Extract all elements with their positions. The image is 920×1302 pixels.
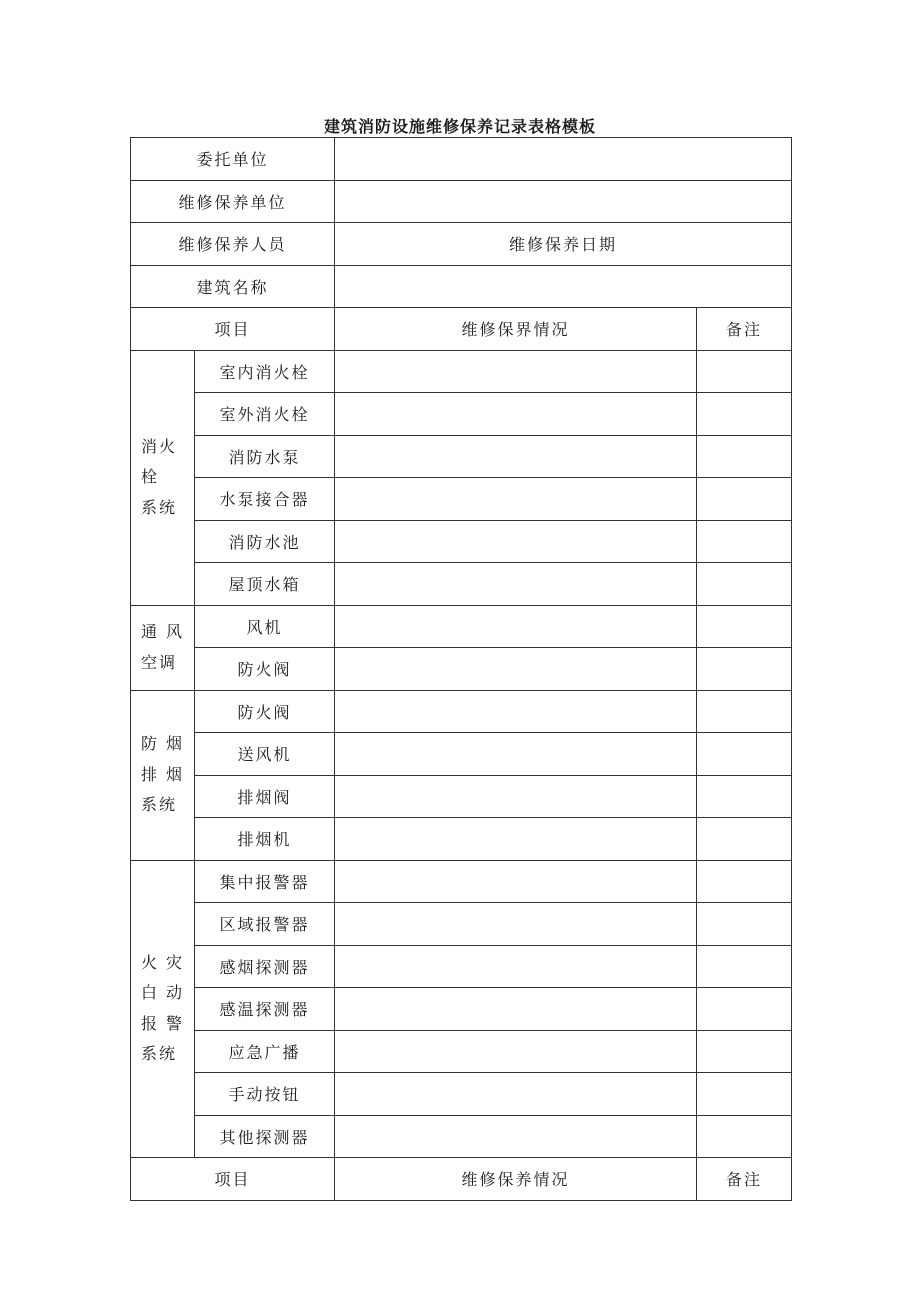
item-label: 应急广播 <box>195 1030 335 1073</box>
footer-item-header: 项目 <box>131 1158 335 1201</box>
status-cell[interactable] <box>335 478 697 521</box>
table-row <box>131 350 792 393</box>
column-status-header: 维修保界情况 <box>335 308 697 351</box>
remark-cell[interactable] <box>697 860 792 903</box>
item-label: 消防水池 <box>195 520 335 563</box>
building-name-label: 建筑名称 <box>131 265 335 308</box>
remark-cell[interactable] <box>697 988 792 1031</box>
remark-cell[interactable] <box>697 818 792 861</box>
status-cell[interactable] <box>335 520 697 563</box>
group-label-smoke: 防 烟 排 烟 系统 <box>131 690 195 860</box>
maintenance-record-table <box>130 137 792 1201</box>
maintenance-unit-label: 维修保养单位 <box>131 180 335 223</box>
group-label-alarm: 火 灾 白 动 报 警 系统 <box>131 860 195 1158</box>
remark-cell[interactable] <box>697 945 792 988</box>
remark-cell[interactable] <box>697 1115 792 1158</box>
remark-cell[interactable] <box>697 1073 792 1116</box>
table-row <box>131 478 792 521</box>
maintenance-unit-field[interactable] <box>335 180 792 223</box>
status-cell[interactable] <box>335 563 697 606</box>
table-row <box>131 818 792 861</box>
item-label: 防火阀 <box>195 690 335 733</box>
table-row <box>131 1115 792 1158</box>
table-row <box>131 393 792 436</box>
status-cell[interactable] <box>335 1030 697 1073</box>
status-cell[interactable] <box>335 988 697 1031</box>
item-label: 防火阀 <box>195 648 335 691</box>
table-row <box>131 563 792 606</box>
remark-cell[interactable] <box>697 478 792 521</box>
table-row <box>131 605 792 648</box>
table-row <box>131 903 792 946</box>
remark-cell[interactable] <box>697 690 792 733</box>
remark-cell[interactable] <box>697 775 792 818</box>
page-title: 建筑消防设施维修保养记录表格模板 <box>323 117 596 136</box>
status-cell[interactable] <box>335 945 697 988</box>
table-row <box>131 775 792 818</box>
building-name-field[interactable] <box>335 265 792 308</box>
item-label: 其他探测器 <box>195 1115 335 1158</box>
maintenance-date-label: 维修保养日期 <box>335 223 792 266</box>
status-cell[interactable] <box>335 350 697 393</box>
table-row <box>131 988 792 1031</box>
footer-row <box>131 1158 792 1201</box>
status-cell[interactable] <box>335 648 697 691</box>
item-label: 风机 <box>195 605 335 648</box>
table-row <box>131 733 792 776</box>
remark-cell[interactable] <box>697 903 792 946</box>
client-unit-field[interactable] <box>335 138 792 181</box>
status-cell[interactable] <box>335 690 697 733</box>
building-name-row <box>131 265 792 308</box>
status-cell[interactable] <box>335 818 697 861</box>
status-cell[interactable] <box>335 775 697 818</box>
remark-cell[interactable] <box>697 733 792 776</box>
table-row <box>131 860 792 903</box>
remark-cell[interactable] <box>697 563 792 606</box>
footer-status-header: 维修保养情况 <box>335 1158 697 1201</box>
item-label: 消防水泵 <box>195 435 335 478</box>
table-row <box>131 520 792 563</box>
group-label-hydrant: 消火栓 系统 <box>131 350 195 605</box>
remark-cell[interactable] <box>697 350 792 393</box>
item-label: 送风机 <box>195 733 335 776</box>
maintenance-unit-row <box>131 180 792 223</box>
item-label: 室外消火栓 <box>195 393 335 436</box>
item-label: 室内消火栓 <box>195 350 335 393</box>
table-row <box>131 435 792 478</box>
status-cell[interactable] <box>335 1115 697 1158</box>
table-row <box>131 1073 792 1116</box>
item-label: 屋顶水箱 <box>195 563 335 606</box>
remark-cell[interactable] <box>697 648 792 691</box>
item-label: 区域报警器 <box>195 903 335 946</box>
client-unit-row <box>131 138 792 181</box>
item-label: 手动按钮 <box>195 1073 335 1116</box>
table-row <box>131 648 792 691</box>
item-label: 水泵接合器 <box>195 478 335 521</box>
status-cell[interactable] <box>335 435 697 478</box>
remark-cell[interactable] <box>697 393 792 436</box>
status-cell[interactable] <box>335 733 697 776</box>
item-label: 感温探测器 <box>195 988 335 1031</box>
table-row <box>131 945 792 988</box>
status-cell[interactable] <box>335 860 697 903</box>
status-cell[interactable] <box>335 605 697 648</box>
remark-cell[interactable] <box>697 435 792 478</box>
remark-cell[interactable] <box>697 1030 792 1073</box>
column-remark-header: 备注 <box>697 308 792 351</box>
footer-remark-header: 备注 <box>697 1158 792 1201</box>
status-cell[interactable] <box>335 903 697 946</box>
item-label: 集中报警器 <box>195 860 335 903</box>
maintenance-staff-row <box>131 223 792 266</box>
table-row <box>131 690 792 733</box>
maintenance-staff-label: 维修保养人员 <box>131 223 335 266</box>
client-unit-label: 委托单位 <box>131 138 335 181</box>
status-cell[interactable] <box>335 1073 697 1116</box>
remark-cell[interactable] <box>697 520 792 563</box>
table-row <box>131 1030 792 1073</box>
column-header-row <box>131 308 792 351</box>
status-cell[interactable] <box>335 393 697 436</box>
group-label-hvac: 通 风 空调 <box>131 605 195 690</box>
item-label: 排烟机 <box>195 818 335 861</box>
item-label: 排烟阀 <box>195 775 335 818</box>
column-item-header: 项目 <box>131 308 335 351</box>
remark-cell[interactable] <box>697 605 792 648</box>
item-label: 感烟探测器 <box>195 945 335 988</box>
